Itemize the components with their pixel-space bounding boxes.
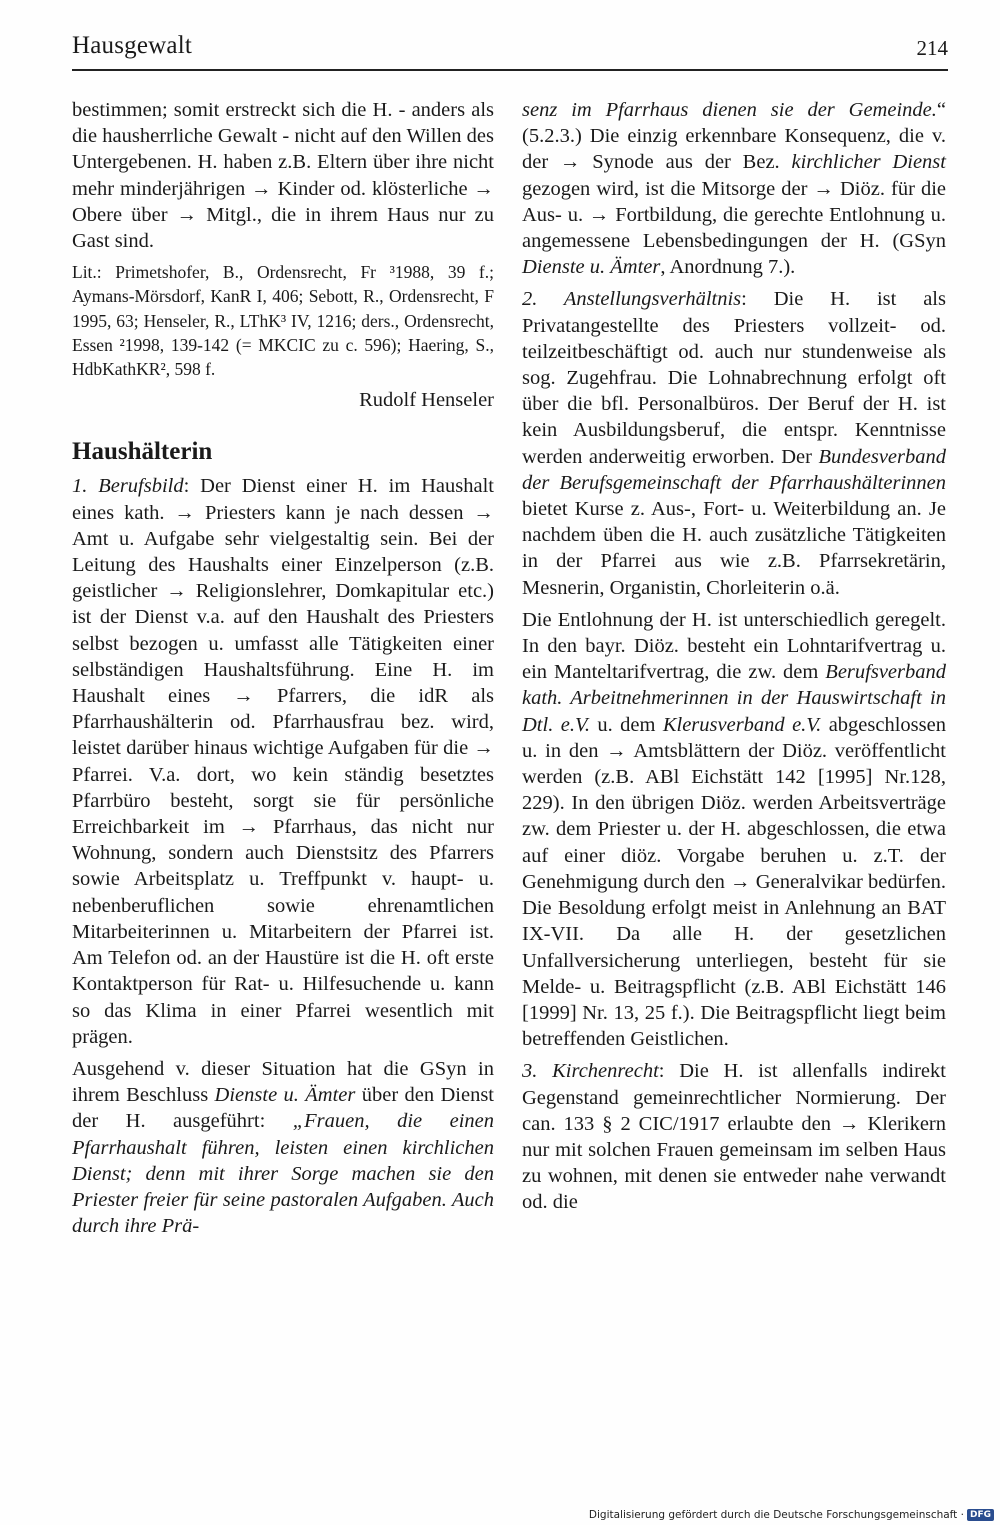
quotation: „Frauen, die einen Pfarrhaushalt führen, leisten einen kirchlichen Dienst; denn mit ihrer Sorge machen sie den Priester freier für seine pastoralen Aufgaben. Auch durch ihre Prä- xyxy=(72,1110,494,1238)
emphasis: Klerusverband e.V. xyxy=(662,713,822,736)
emphasis: Berufsverband kath. Arbeitnehmerinnen in der Hauswirtschaft in Dtl. e.V. xyxy=(522,661,946,736)
emphasis: kirchlicher Dienst xyxy=(791,151,946,174)
dfg-logo: DFG xyxy=(967,1509,994,1521)
entry-heading: Haushälterin xyxy=(72,438,213,466)
right-column xyxy=(522,97,946,1222)
running-header xyxy=(72,30,948,70)
text-run: gezogen wird, ist die Mitsorge der → Diöz. für die Aus- u. → Fortbildung, die gerechte Entlohnung u. angemessene Lebensbedingungen der H. (GSyn xyxy=(522,177,946,253)
author-signature: Rudolf Henseler xyxy=(359,389,494,412)
gsyn-paragraph xyxy=(72,1056,494,1239)
entlohnung-paragraph xyxy=(522,607,946,1052)
text-run: bietet Kurse z. Aus-, Fort- u. Weiterbildung an. Je nachdem üben die H. auch zusätzliche Tätigkeiten in der Pfarrei aus wie z.B. Pfarrsekretärin, Mesnerin, Organistin, Chorleiterin o.ä. xyxy=(522,498,946,599)
running-title: Hausgewalt xyxy=(72,32,193,59)
section-label: 2. Anstellungsverhältnis xyxy=(522,288,742,311)
section-anstellungsverhaeltnis xyxy=(522,286,946,600)
emphasis: Dienste u. Ämter xyxy=(522,256,661,279)
text-run: “ (5.2.3.) Die einzig erkennbare Konsequenz, die v. der → Synode aus der Bez. xyxy=(522,99,946,174)
left-column xyxy=(72,97,494,1245)
emphasis: Bundesverband der Berufsgemeinschaft der Pfarrhaushälterinnen xyxy=(522,445,946,494)
text-run: , Anordnung 7.). xyxy=(660,256,796,279)
text-run: über den Dienst der H. ausgeführt: xyxy=(72,1084,494,1133)
digitization-credit xyxy=(589,1509,994,1521)
continuation-paragraph: bestimmen; somit erstreckt sich die H. - anders als die hausherrliche Gewalt - nicht auf den Willen des Untergebenen. H. haben z.B. Eltern über ihre nicht mehr minderjährigen → Kinder od. klösterliche → Obere über → Mitgl., die in ihrem Haus nur zu Gast sind. xyxy=(72,99,494,253)
section-text: : Der Dienst einer H. im Haushalt eines kath. → Priesters kann je nach dessen → Amt u. Aufgabe sehr vielgestaltig sein. Bei der Leitung des Haushalts einer Einzelperson (z.B. geistlicher → Religionslehrer, Domkapitular etc.) ist der Dienst v.a. auf den Haushalt des Priesters selbst bezogen u. umfasst alle Tätigkeiten einer selbständigen Haushaltsführung. Eine H. im Haushalt eines → Pfarrers, die idR als Pfarrhaushälterin od. Pfarrhausfrau bez. wird, leistet darüber hinaus wichtige Aufgaben für die → Pfarrei. V.a. dort, wo kein ständig besetztes Pfarrbüro besteht, sorgt sie für persönliche Erreichbarkeit im → Pfarrhaus, das nicht nur Wohnung, sondern auch Dienstsitz des Pfarrers sowie Arbeitsplatz u. Treffpunkt v. haupt- u. nebenberuflichen sowie ehrenamtlichen Mitarbeiterinnen u. Mitarbeitern der Pfarrei ist. Am Telefon od. an der Haustüre ist die H. oft erste Kontaktperson für Rat- u. Hilfesuchende u. kann so das Klima in einer Pfarrei wesentlich mit prägen. xyxy=(72,475,494,1048)
quote-continuation xyxy=(522,97,946,280)
section-label: 1. Berufsbild xyxy=(72,475,184,498)
text-run: u. dem xyxy=(589,713,663,736)
header-rule xyxy=(72,69,948,71)
quotation: senz im Pfarrhaus dienen sie der Gemeinde. xyxy=(522,99,937,121)
text-run: abgeschlossen u. in den → Amtsblättern der Diöz. veröffentlicht werden (z.B. ABl Eichstätt 142 [1995] Nr.128, 229). In den übrigen Diöz. werden Arbeitsverträge zw. dem Priester u. der H. abgeschlossen, die etwa auf einer diöz. Vorgabe beruhen u. z.T. der Genehmigung durch den → Generalvikar bedürfen. Die Besoldung erfolgt meist in Anlehnung an BAT IX-VII. Da alle H. der gesetzlichen Unfallversicherung unterliegen, besteht für sie Melde- u. Beitragspflicht (z.B. ABl Eichstätt 146 [1999] Nr. 13, 25 f.). Die Beitragspflicht liegt beim betreffenden Geistlichen. xyxy=(522,713,946,1051)
text-run: Ausgehend v. dieser Situation hat die GSyn in ihrem Beschluss xyxy=(72,1057,494,1107)
text-run: : Die H. ist allenfalls indirekt Gegenstand gemeinrechtlicher Normierung. Der can. 133 § 2 CIC/1917 erlaubte den → Klerikern nur mit solchen Frauen gemeinsam im selben Haus zu wohnen, mit denen sie entweder nahe verwandt od. die xyxy=(522,1060,946,1214)
emphasis: Dienste u. Ämter xyxy=(214,1084,356,1107)
section-label: 3. Kirchenrecht xyxy=(522,1060,659,1083)
credit-text: Digitalisierung gefördert durch die Deutsche Forschungsgemeinschaft · xyxy=(588,1509,964,1521)
text-run: : Die H. ist als Privatangestellte des Priesters vollzeit- od. teilzeitbeschäftigt od. auch nur stundenweise als sog. Zugehfrau. Die Lohnabrechnung erfolgt oft über die bfl. Personalbüros. Der Beruf der H. ist kein Ausbildungsberuf, die entspr. Kenntnisse werden anderweitig erworben. Der xyxy=(522,288,946,468)
text-run: Die Entlohnung der H. ist unterschiedlich geregelt. In den bayr. Diöz. besteht ein Lohntarifvertrag u. ein Manteltarifvertrag, die zw. dem xyxy=(522,608,946,684)
literature-references: Lit.: Primetshofer, B., Ordensrecht, Fr ³1988, 39 f.; Aymans-Mörsdorf, KanR I, 406; Sebott, R., Ordensrecht, F 1995, 63; Henseler, R., LThK³ IV, 1216; ders., Ordensrecht, Essen ²1998, 139-142 (= MKCIC zu c. 596); Haering, S., HdbKathKR², 598 f. xyxy=(72,262,494,380)
section-berufsbild xyxy=(72,473,494,1049)
section-kirchenrecht xyxy=(522,1058,946,1215)
page-number: 214 xyxy=(916,36,948,60)
